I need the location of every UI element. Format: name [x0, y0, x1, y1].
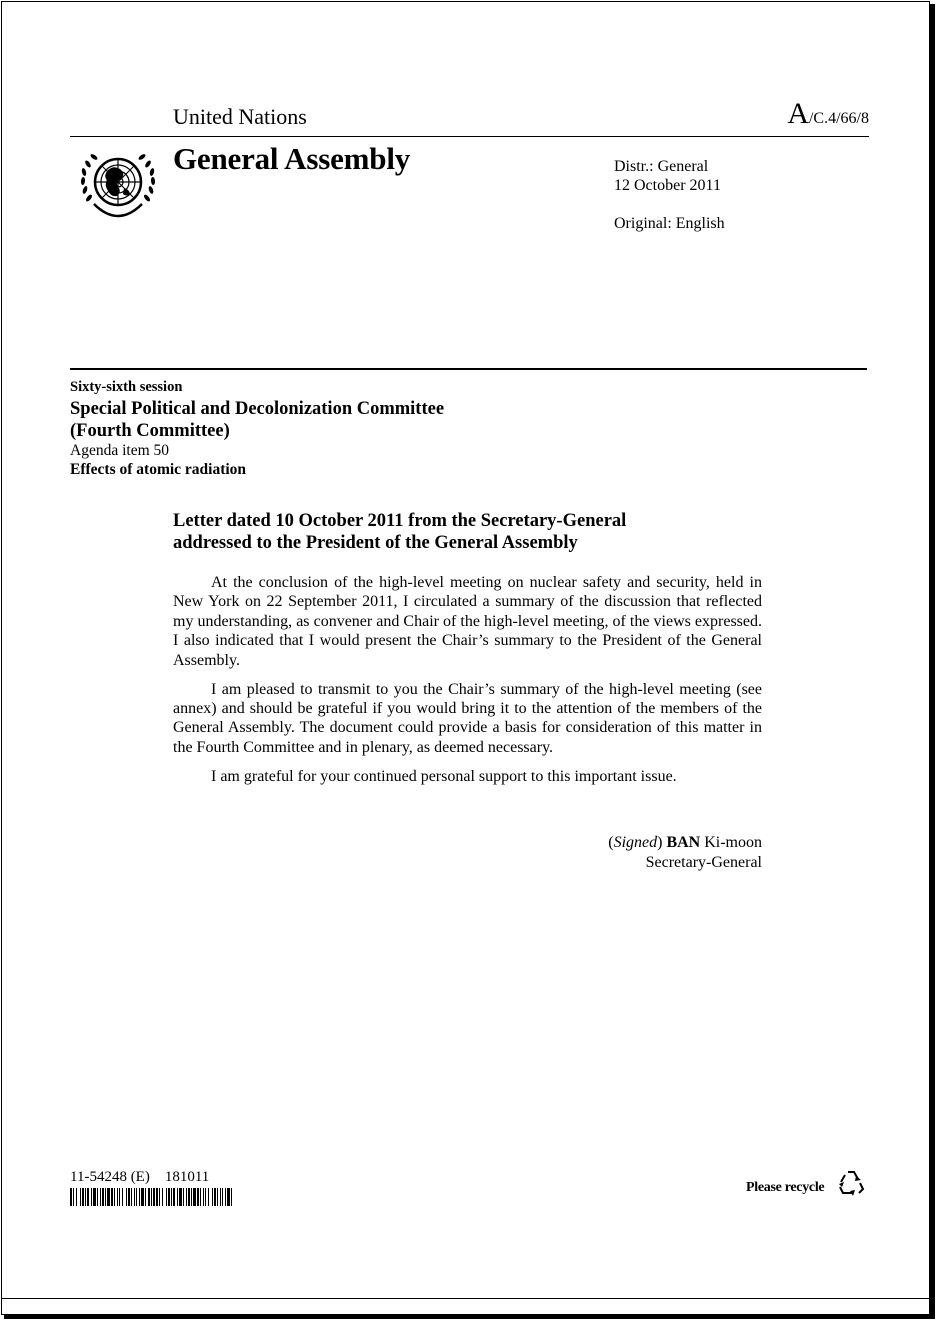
barcode-icon	[70, 1188, 233, 1206]
distribution-type: Distr.: General	[614, 158, 709, 175]
signer-surname: BAN	[666, 834, 701, 851]
header-rule	[70, 136, 869, 137]
signed-label: Signed	[613, 834, 658, 851]
organization-name: United Nations	[173, 104, 307, 129]
signature-block	[608, 833, 762, 872]
agenda-title: Effects of atomic radiation	[70, 461, 247, 478]
section-rule	[70, 368, 867, 370]
page-shadow-right	[930, 4, 935, 1319]
body-name: General Assembly	[173, 141, 411, 176]
committee-name	[70, 398, 444, 442]
distribution-block	[614, 157, 721, 195]
bottom-rule	[2, 1298, 929, 1299]
letter-body	[173, 573, 762, 796]
recycle-icon	[836, 1168, 866, 1196]
un-emblem-icon	[74, 146, 162, 220]
session-label: Sixty-sixth session	[70, 379, 183, 395]
document-symbol	[787, 97, 869, 131]
paragraph: I am grateful for your continued personal support to this important issue.	[211, 767, 677, 785]
paragraph: At the conclusion of the high-level meeting on nuclear safety and security, held in New York on 22 September 2011, I circulated a summary of the discussion that reflected my understanding, as convener and Chair of the high-level meeting, of the views expressed. I also indicated that I would present the Chair’s summary to the President of the General Assembly.	[173, 574, 762, 669]
document-date: 12 October 2011	[614, 177, 721, 194]
symbol-letter: A	[787, 97, 809, 130]
committee-line-1: Special Political and Decolonization Committee	[70, 399, 445, 419]
document-number: 11-54248 (E) 181011	[70, 1169, 210, 1185]
letter-title-line-1: Letter dated 10 October 2011 from the Secretary-General	[173, 511, 627, 531]
signer-given-name: Ki-moon	[704, 834, 762, 851]
paragraph: I am pleased to transmit to you the Chair’s summary of the high-level meeting (see annex) and should be grateful if you would bring it to the attention of the members of the General Assembly. The document could provide a basis for consideration of this matter in the Fourth Committee and in plenary, as deemed necessary.	[173, 680, 762, 756]
original-language: Original: English	[614, 215, 725, 232]
recycle-label: Please recycle	[746, 1180, 825, 1195]
agenda-item: Agenda item 50	[70, 442, 170, 459]
committee-line-2: (Fourth Committee)	[70, 421, 230, 441]
symbol-code: /C.4/66/8	[808, 110, 869, 127]
signer-title: Secretary-General	[645, 853, 762, 871]
signature-line: (Signed) BAN Ki-moon	[608, 834, 762, 851]
letter-title	[173, 510, 773, 554]
page-shadow-bottom	[4, 1315, 935, 1319]
letter-title-line-2: addressed to the President of the General Assembly	[173, 533, 578, 553]
